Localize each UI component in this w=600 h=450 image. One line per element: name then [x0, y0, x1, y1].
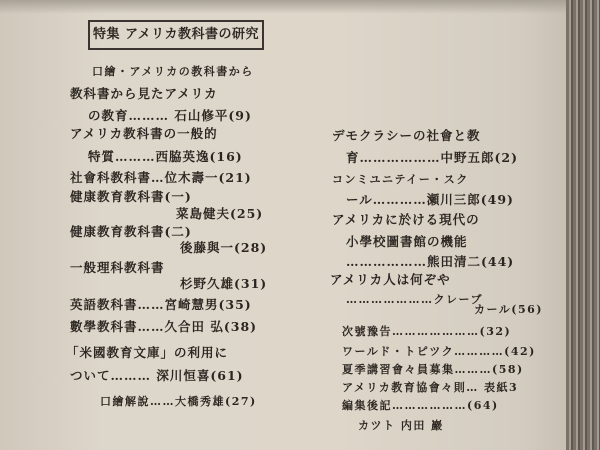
feature-title: 特集 アメリカ教科書の研究: [88, 20, 264, 50]
toc-entry: アメリカ教科書の一般的: [70, 126, 218, 141]
toc-entry: ール…………瀬川三郎(49): [346, 192, 514, 207]
toc-entry: の教育……… 石山修平(9): [88, 108, 252, 123]
toc-entry: 一般理科教科書: [70, 260, 165, 275]
toc-entry: 小學校圖書館の機能: [346, 234, 468, 249]
toc-entry: アメリカに於ける現代の: [332, 212, 480, 227]
toc-entry: 健康教育教科書(一): [70, 189, 192, 204]
toc-entry: ………………熊田清二(44): [346, 254, 515, 269]
toc-entry: …………………クレーブ: [346, 293, 483, 306]
toc-entry: アメリカ人は何ぞや: [330, 272, 451, 287]
toc-entry: 杉野久雄(31): [180, 276, 268, 291]
toc-entry: 「米國教育文庫」の利用に: [66, 345, 229, 360]
toc-entry: 數學教科書……久合田 弘(38): [70, 319, 258, 334]
toc-entry: ワールド・トピツク…………(42): [342, 345, 536, 358]
toc-entry: 口繪・アメリカの教科書から: [92, 65, 254, 78]
toc-entry: 教科書から見たアメリカ: [70, 86, 218, 101]
book-spine-edge: [566, 0, 600, 450]
toc-entry: 次號豫告…………………(32): [342, 325, 512, 338]
toc-entry: 夏季講習會々員募集………(58): [342, 363, 524, 376]
toc-entry: 口繪解說……大橋秀雄(27): [100, 395, 257, 408]
toc-entry: 菜島健夫(25): [176, 206, 264, 221]
toc-entry: 育………………中野五郎(2): [346, 150, 519, 165]
toc-entry: コンミユニテイー・スク: [332, 173, 469, 186]
toc-entry: カール(56): [474, 303, 543, 316]
toc-entry: ついて……… 深川恒喜(61): [70, 368, 244, 383]
toc-entry: デモクラシーの社會と教: [332, 128, 481, 143]
toc-entry: 編集後記………………(64): [342, 399, 499, 412]
toc-entry: 特質………西脇英逸(16): [88, 149, 243, 164]
toc-entry: 社會科教科書…位木壽一(21): [70, 170, 252, 185]
toc-entry: 英語教科書……宮崎慧男(35): [70, 297, 252, 312]
toc-entry: 後藤與一(28): [180, 240, 268, 255]
toc-entry: アメリカ教育協會々則… 表紙3: [342, 381, 519, 394]
toc-entry: 健康教育教科書(二): [70, 224, 192, 239]
toc-entry: カツト 内田 巖: [358, 419, 444, 432]
